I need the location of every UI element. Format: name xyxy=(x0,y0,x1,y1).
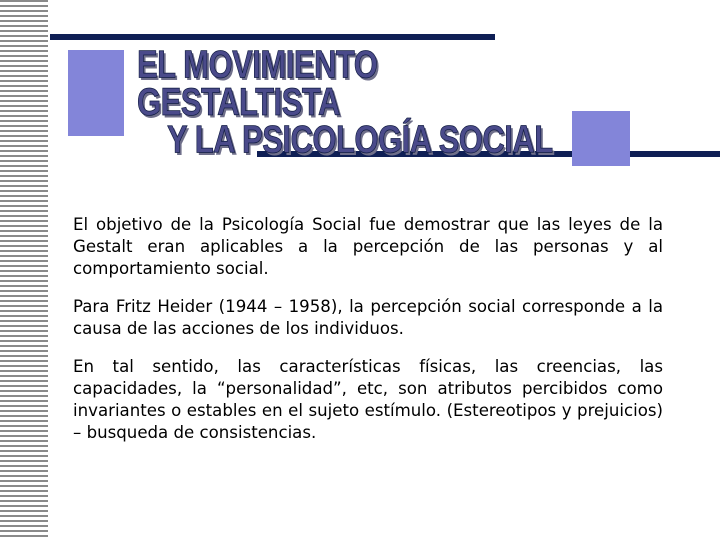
top-decorative-bar xyxy=(50,34,495,40)
title-line-2: Y LA PSICOLOGÍA SOCIAL xyxy=(167,117,553,161)
title-line-1: EL MOVIMIENTO GESTALTISTA xyxy=(137,42,378,124)
top-accent-square xyxy=(68,50,124,136)
paragraph-objective: El objetivo de la Psicología Social fue demostrar que las leyes de la Gestalt eran aplicables a la percepción de las personas y al comportamiento social. xyxy=(73,215,663,278)
paragraph-attributes: En tal sentido, las características físicas, las creencias, las capacidades, la “personalidad”, etc, son atributos percibidos como invariantes o estables en el sujeto estímulo. (Estereotipos y prejuicios) – busqueda de consistencias. xyxy=(73,357,663,442)
bottom-accent-square xyxy=(572,111,630,166)
title-block xyxy=(50,0,720,170)
left-striped-border xyxy=(0,0,50,540)
slide-title xyxy=(130,42,553,161)
paragraph-heider: Para Fritz Heider (1944 – 1958), la percepción social corresponde a la causa de las acciones de los individuos. xyxy=(73,297,663,338)
slide-body xyxy=(73,214,663,460)
